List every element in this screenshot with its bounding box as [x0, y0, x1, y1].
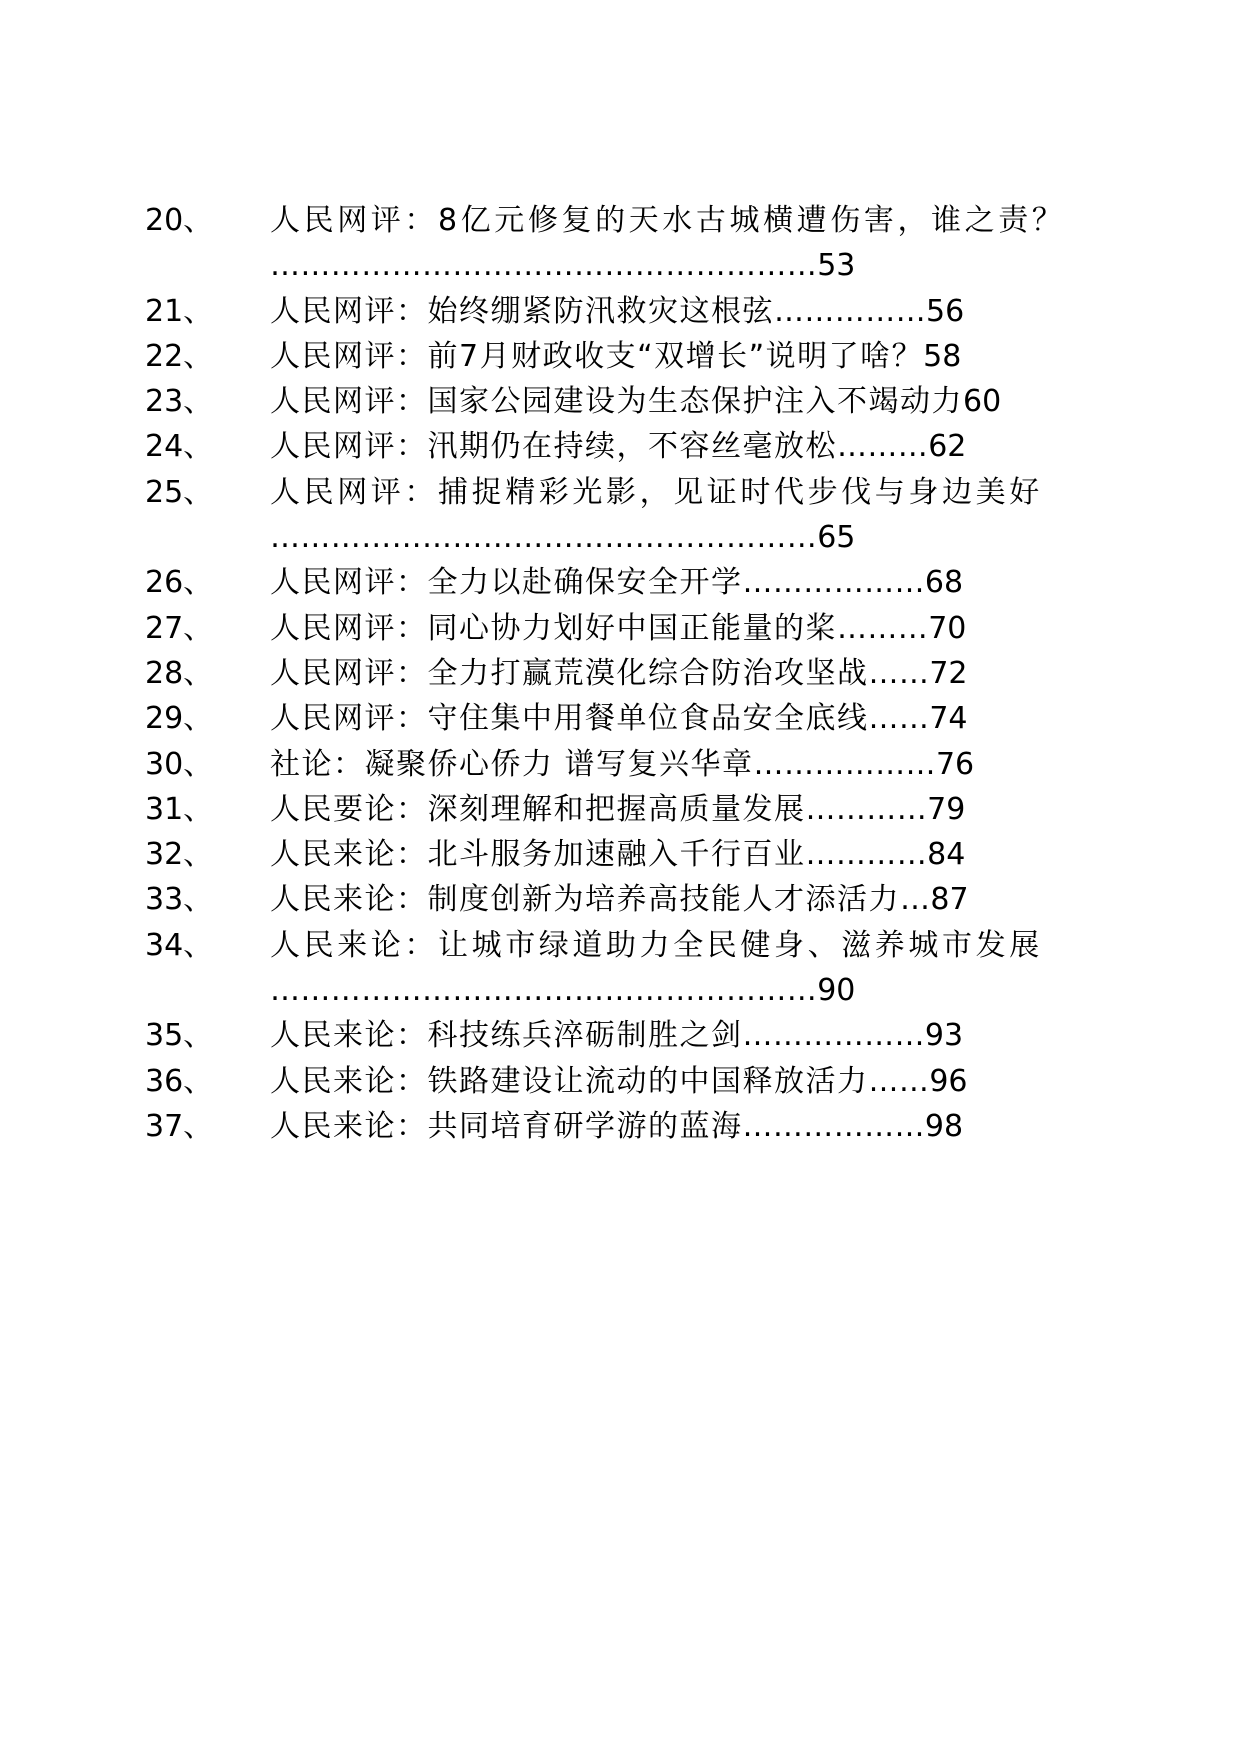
toc-entry-body: [270, 379, 1085, 424]
toc-entry-body: [270, 877, 1085, 922]
toc-entry-title: 人民来论：共同培育研学游的蓝海: [270, 1108, 743, 1144]
toc-page-number: 93: [924, 1018, 964, 1054]
toc-entry[interactable]: [145, 651, 1085, 696]
toc-entry[interactable]: [145, 379, 1085, 424]
toc-entry-number: 31、: [145, 791, 214, 827]
toc-entry-body: [270, 560, 1085, 605]
toc-entry[interactable]: [145, 787, 1085, 832]
toc-entry-number: 27、: [145, 610, 214, 646]
toc-entry-title: 人民网评：始终绷紧防汛救灾这根弦: [270, 293, 774, 329]
toc-dot-leader: ………………: [742, 565, 925, 601]
toc-entry-body: [270, 787, 1085, 832]
toc-entry[interactable]: [145, 1013, 1085, 1058]
toc-entry[interactable]: [145, 832, 1085, 877]
toc-entry-title: 人民来论：北斗服务加速融入千行百业: [270, 837, 806, 873]
toc-entry-number: 22、: [145, 338, 214, 374]
toc-entry[interactable]: [145, 877, 1085, 922]
toc-entry-number: 30、: [145, 746, 214, 782]
toc-entry-body: [270, 606, 1085, 651]
toc-entry-body: [270, 1104, 1085, 1149]
toc-entry[interactable]: [145, 742, 1085, 787]
toc-dot-leader: …: [900, 882, 931, 918]
toc-entry-body: [270, 832, 1085, 877]
toc-entry-title: 人民网评：8亿元修复的天水古城横遭伤害，谁之责？: [270, 203, 1066, 238]
toc-dot-leader: ………………: [742, 1108, 925, 1144]
toc-entry-number: 29、: [145, 701, 214, 737]
toc-entry-body: [270, 651, 1085, 696]
toc-page-number: 72: [929, 655, 968, 691]
toc-entry-body: [270, 470, 1085, 561]
toc-entry[interactable]: [145, 923, 1085, 1014]
toc-dot-leader: ……………: [774, 293, 926, 329]
toc-dot-leader: ………………………………………………: [270, 973, 818, 1009]
toc-entry-number: 33、: [145, 882, 214, 918]
toc-entry-number: 25、: [145, 474, 214, 510]
toc-entry-title: 人民网评：守住集中用餐单位食品安全底线: [270, 701, 869, 737]
toc-page-number: 60: [963, 384, 1002, 420]
toc-entry-title: 人民来论：让城市绿道助力全民健身、滋养城市发展: [270, 927, 1043, 963]
toc-page-number: 90: [817, 973, 856, 1009]
toc-entry-leader-line: [270, 243, 1085, 288]
toc-entry-title: 人民网评：捕捉精彩光影，见证时代步伐与身边美好: [270, 474, 1043, 510]
toc-dot-leader: ………………: [753, 746, 936, 782]
toc-entry-title: 人民来论：制度创新为培养高技能人才添活力: [270, 882, 900, 918]
toc-page-number: 96: [929, 1063, 968, 1099]
toc-dot-leader: ……: [868, 701, 930, 737]
toc-entry-body: [270, 1013, 1085, 1058]
toc-entry-number: 23、: [145, 384, 214, 420]
toc-page-number: 56: [926, 293, 965, 329]
toc-entry-body: [270, 696, 1085, 741]
toc-page-number: 65: [817, 520, 856, 556]
toc-entry-title: 人民网评：前7月财政收支“双增长”说明了啥？: [270, 338, 924, 374]
toc-entry-body: [270, 742, 1085, 787]
toc-entry[interactable]: [145, 606, 1085, 651]
toc-entry[interactable]: [145, 424, 1085, 469]
toc-entry-number: 32、: [145, 837, 214, 873]
toc-dot-leader: ……: [868, 1063, 930, 1099]
toc-entry-body: [270, 1059, 1085, 1104]
toc-page-number: 98: [924, 1108, 964, 1144]
toc-dot-leader: ………: [837, 429, 929, 465]
toc-entry[interactable]: [145, 198, 1085, 289]
toc-entry-number: 26、: [145, 565, 214, 601]
toc-page-number: 58: [923, 338, 962, 374]
toc-entry-title: 人民网评：全力打赢荒漠化综合防治攻坚战: [270, 655, 869, 691]
toc-entry[interactable]: [145, 560, 1085, 605]
toc-entry-leader-line: [270, 515, 1085, 560]
toc-entry-number: 35、: [145, 1018, 214, 1054]
toc-entry-number: 34、: [145, 927, 214, 963]
toc-entry-body: [270, 923, 1085, 1014]
toc-page-number: 68: [924, 565, 964, 601]
toc-entry[interactable]: [145, 334, 1085, 379]
toc-entry-number: 24、: [145, 429, 214, 465]
toc-entry-body: [270, 289, 1085, 334]
toc-entry-title: 人民网评：汛期仍在持续，不容丝毫放松: [270, 429, 837, 465]
toc-entry-body: [270, 424, 1085, 469]
toc-page-number: 87: [930, 882, 969, 918]
toc-entry[interactable]: [145, 470, 1085, 561]
toc-entry-title: 人民要论：深刻理解和把握高质量发展: [270, 791, 806, 827]
toc-entry[interactable]: [145, 696, 1085, 741]
toc-page-number: 79: [927, 791, 966, 827]
toc-entry[interactable]: [145, 289, 1085, 334]
toc-page-number: 84: [927, 837, 966, 873]
toc-page-number: 74: [929, 701, 968, 737]
toc-dot-leader: …………: [805, 791, 928, 827]
toc-dot-leader: ………………………………………………: [270, 248, 818, 284]
toc-entry-title: 人民网评：国家公园建设为生态保护注入不竭动力: [270, 384, 963, 420]
toc-page-number: 53: [817, 248, 856, 284]
toc-dot-leader: ………………: [742, 1018, 925, 1054]
toc-dot-leader: ………: [837, 610, 929, 646]
toc-entry-number: 20、: [145, 203, 214, 238]
toc-entry[interactable]: [145, 1059, 1085, 1104]
toc-entry-number: 21、: [145, 293, 214, 329]
toc-entry-number: 28、: [145, 655, 214, 691]
toc-page-number: 76: [935, 746, 975, 782]
toc-entry-number: 37、: [145, 1108, 214, 1144]
toc-entry-title: 人民来论：科技练兵淬砺制胜之剑: [270, 1018, 743, 1054]
toc-page-number: 70: [928, 610, 967, 646]
toc-entry-body: [270, 334, 1085, 379]
toc-entry[interactable]: [145, 1104, 1085, 1149]
toc-entry-body: [270, 198, 1085, 289]
toc-entry-leader-line: [270, 968, 1085, 1013]
toc-entry-number: 36、: [145, 1063, 214, 1099]
toc-entry-title: 人民网评：同心协力划好中国正能量的桨: [270, 610, 837, 646]
toc-entry-title: 人民来论：铁路建设让流动的中国释放活力: [270, 1063, 869, 1099]
toc-page-number: 62: [928, 429, 967, 465]
toc-entry-title: 社论：凝聚侨心侨力 谱写复兴华章: [270, 746, 754, 782]
toc-dot-leader: ……: [868, 655, 930, 691]
toc-dot-leader: ………………………………………………: [270, 520, 818, 556]
toc-entry-title: 人民网评：全力以赴确保安全开学: [270, 565, 743, 601]
table-of-contents: [145, 198, 1085, 1149]
toc-dot-leader: …………: [805, 837, 928, 873]
